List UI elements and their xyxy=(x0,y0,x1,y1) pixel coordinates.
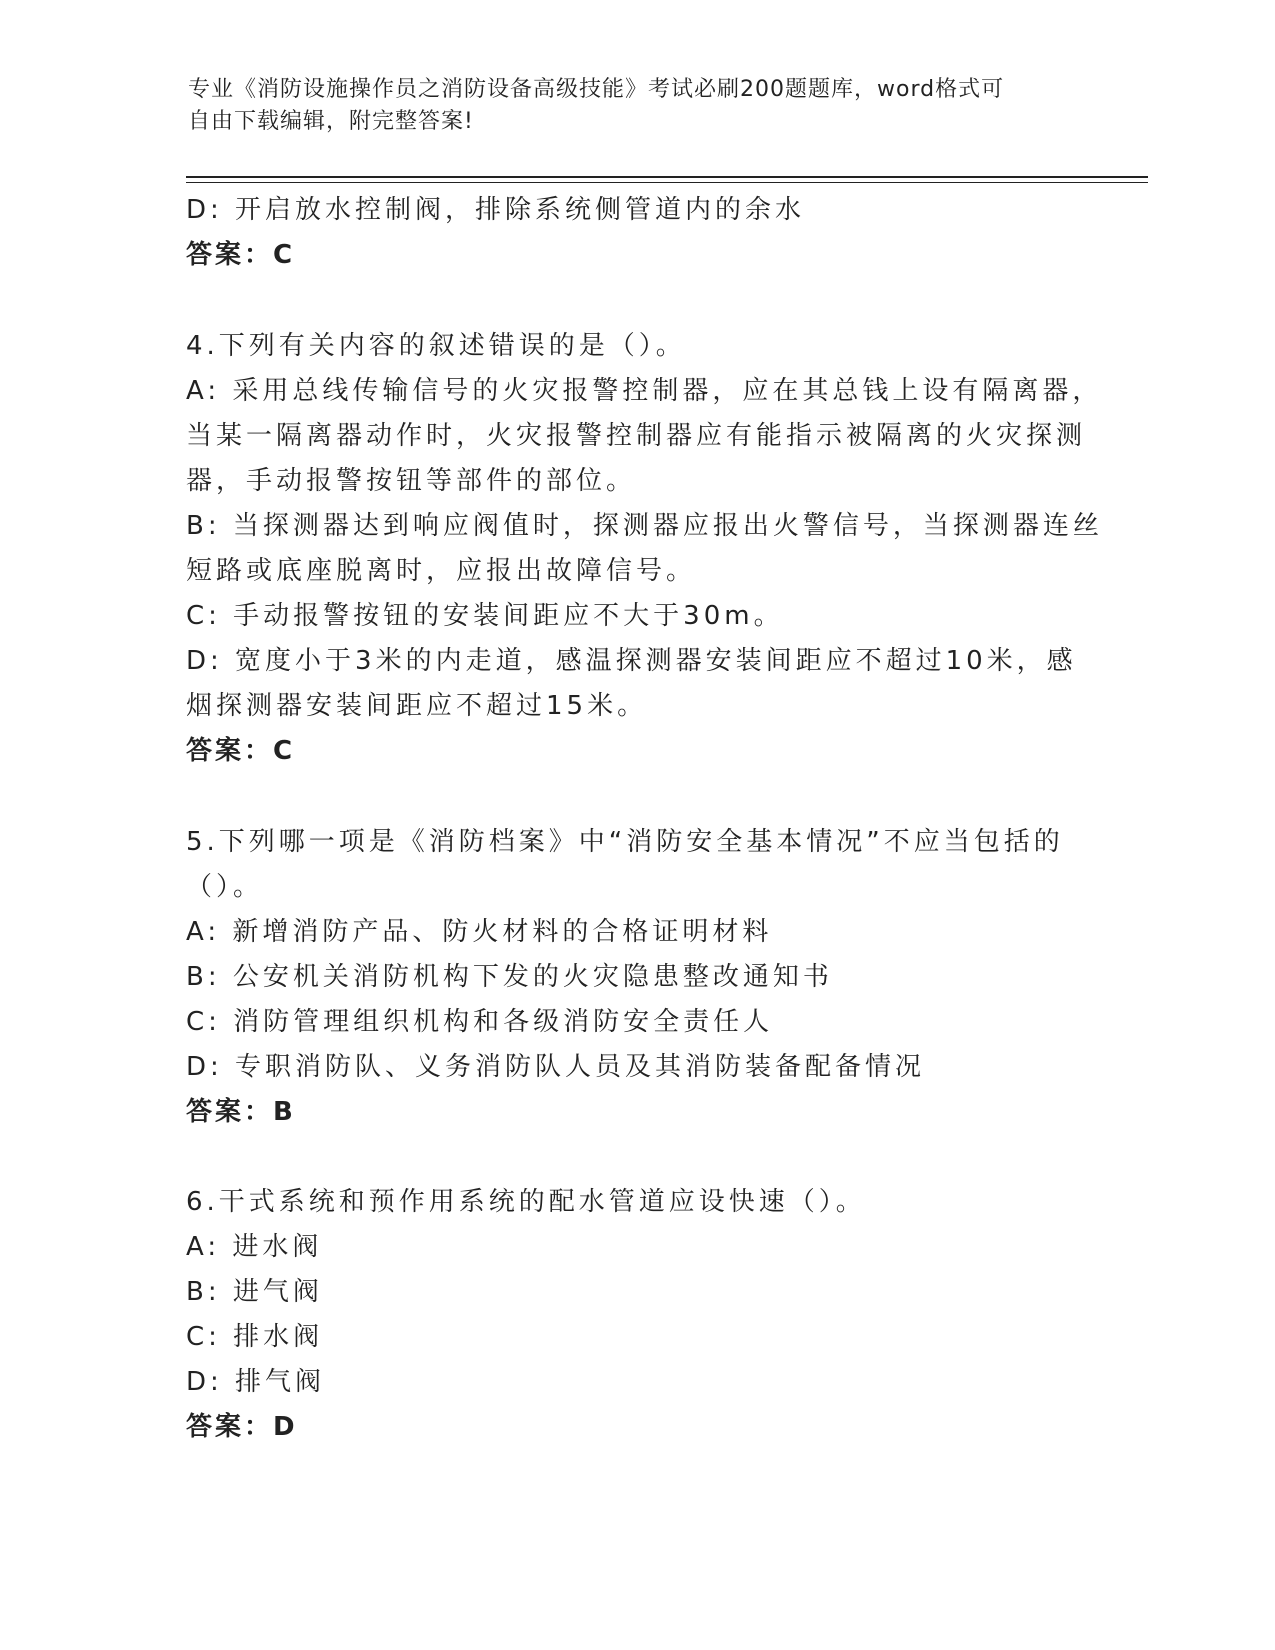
answer-line: 答案：D xyxy=(186,1412,298,1442)
option-b-cont: 短路或底座脱离时，应报出故障信号。 xyxy=(186,556,697,586)
document-header xyxy=(188,74,1068,138)
question-block-5 xyxy=(186,820,1086,1135)
option-d: D: 宽度小于3米的内走道，感温探测器安装间距应不超过10米，感 xyxy=(186,646,1077,676)
option-a: A: 新增消防产品、防火材料的合格证明材料 xyxy=(186,917,773,947)
option-d: D: 专职消防队、义务消防队人员及其消防装备配备情况 xyxy=(186,1052,926,1082)
spacer xyxy=(186,774,1086,820)
option-d: D: 排气阀 xyxy=(186,1367,326,1397)
question-block-4 xyxy=(186,324,1103,774)
option-b: B: 进气阀 xyxy=(186,1277,323,1307)
option-a-cont: 器，手动报警按钮等部件的部位。 xyxy=(186,466,637,496)
spacer xyxy=(186,1135,1086,1180)
option-d-cont: 烟探测器安装间距应不超过15米。 xyxy=(186,691,648,721)
answer-line: 答案：B xyxy=(186,1097,296,1127)
header-line-2: 自由下载编辑，附完整答案! xyxy=(188,109,474,134)
question-stem: 5.下列哪一项是《消防档案》中“消防安全基本情况”不应当包括的 xyxy=(186,827,1064,857)
question-block-prev xyxy=(186,188,1086,278)
header-divider-thin xyxy=(186,182,1148,183)
document-body xyxy=(186,188,1103,1450)
option-c: C: 排水阀 xyxy=(186,1322,324,1352)
option-a-cont: 当某一隔离器动作时，火灾报警控制器应有能指示被隔离的火灾探测 xyxy=(186,421,1087,451)
option-d: D: 开启放水控制阀，排除系统侧管道内的余水 xyxy=(186,195,806,225)
header-divider-thick xyxy=(186,176,1148,178)
spacer xyxy=(186,278,1086,324)
answer-line: 答案：C xyxy=(186,736,296,766)
option-a: A: 采用总线传输信号的火灾报警控制器，应在其总钱上设有隔离器， xyxy=(186,376,1103,406)
answer-line: 答案：C xyxy=(186,240,296,270)
question-stem-cont: （）。 xyxy=(186,872,264,902)
option-c: C: 消防管理组织机构和各级消防安全责任人 xyxy=(186,1007,774,1037)
option-b: B: 公安机关消防机构下发的火灾隐患整改通知书 xyxy=(186,962,833,992)
header-line-1: 专业《消防设施操作员之消防设备高级技能》考试必刷200题题库，word格式可 xyxy=(188,77,1005,102)
question-block-6 xyxy=(186,1180,1086,1450)
option-c: C: 手动报警按钮的安装间距应不大于30m。 xyxy=(186,601,784,631)
option-b: B: 当探测器达到响应阀值时，探测器应报出火警信号，当探测器连丝 xyxy=(186,511,1103,541)
option-a: A: 进水阀 xyxy=(186,1232,323,1262)
question-stem: 4.下列有关内容的叙述错误的是（）。 xyxy=(186,331,686,361)
question-stem: 6.干式系统和预作用系统的配水管道应设快速（）。 xyxy=(186,1187,866,1217)
